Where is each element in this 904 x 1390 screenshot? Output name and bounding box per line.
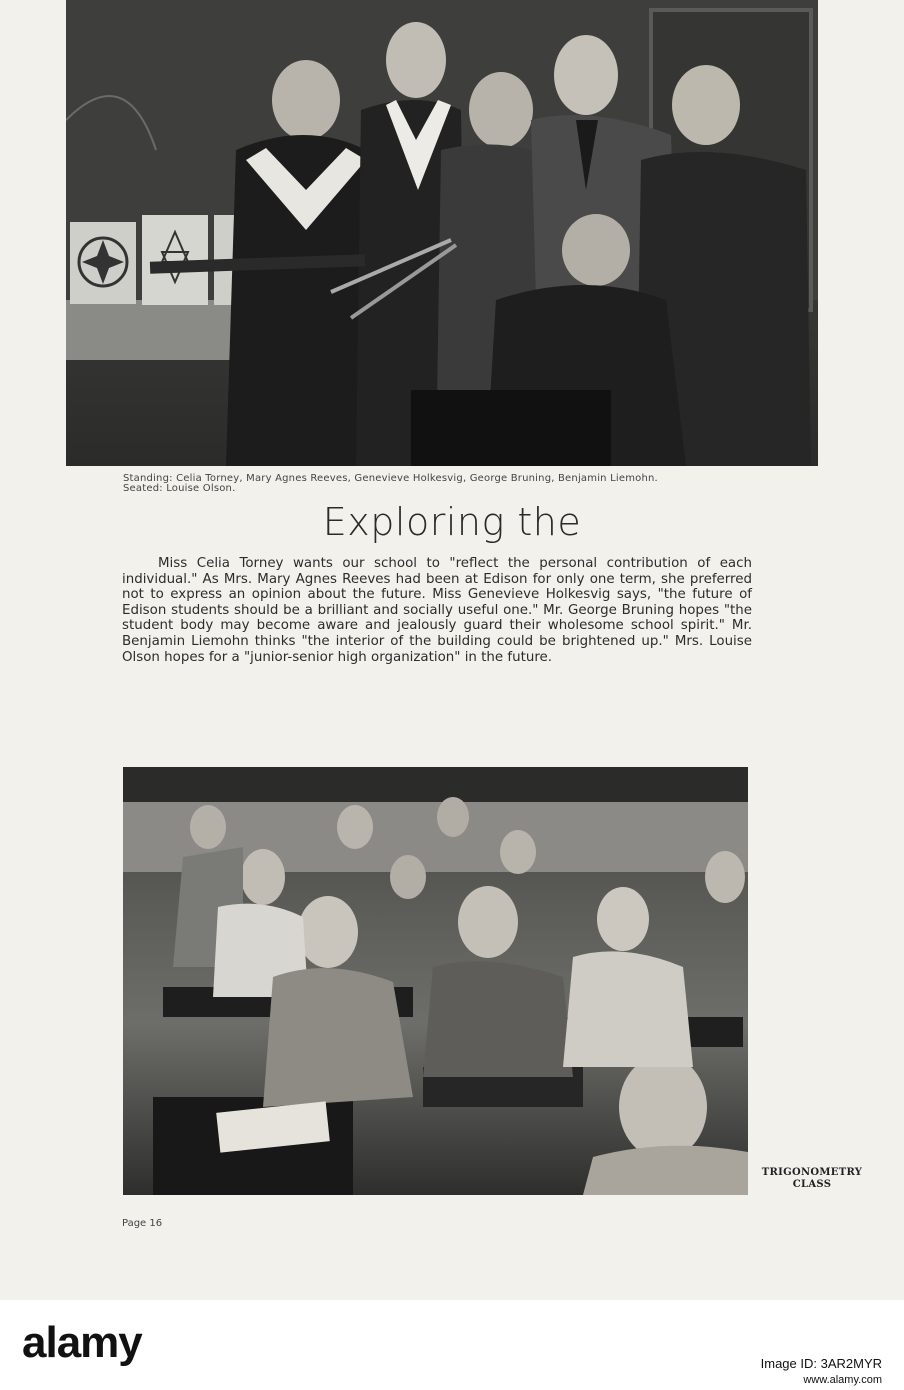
faculty-photo-shapes: [66, 0, 818, 466]
stock-footer: [0, 1300, 904, 1390]
faculty-photo-caption: [123, 474, 763, 494]
article-body: Miss Celia Torney wants our school to "reflect the personal contribution of each individual." As Mrs. Mary Agnes Reeves had been at Edison for only one term, she preferred not to express an opinion about the future. Miss Genevieve Holkesvig says, "the future of Edison students should be a brilliant and socially useful one." Mr. George Bruning hopes "the student body may become aware and jealously guard their wholesome school spirit." Mr. Benjamin Liemohn thinks "the interior of the building could be brightened up." Mrs. Louise Olson hopes for a "junior-senior high organization" in the future.: [122, 556, 752, 665]
caption-standing: Standing: Celia Torney, Mary Agnes Reeves, Genevieve Holkesvig, George Bruning, Benjamin Liemohn.: [123, 473, 658, 484]
page-number: Page 16: [122, 1218, 163, 1229]
alamy-logo: alamy: [22, 1318, 142, 1367]
site-url: www.alamy.com: [803, 1374, 882, 1386]
page-heading: Exploring the: [322, 500, 582, 544]
caption-line-2: CLASS: [792, 1179, 832, 1190]
class-photo-caption: [756, 1167, 868, 1191]
trigonometry-class-photo: [123, 767, 748, 1195]
caption-seated: Seated: Louise Olson.: [123, 483, 236, 494]
class-photo-shapes: [123, 767, 748, 1195]
image-id: Image ID: 3AR2MYR: [760, 1356, 882, 1371]
faculty-group-photo: [66, 0, 818, 466]
caption-line-1: TRIGONOMETRY: [761, 1167, 863, 1178]
